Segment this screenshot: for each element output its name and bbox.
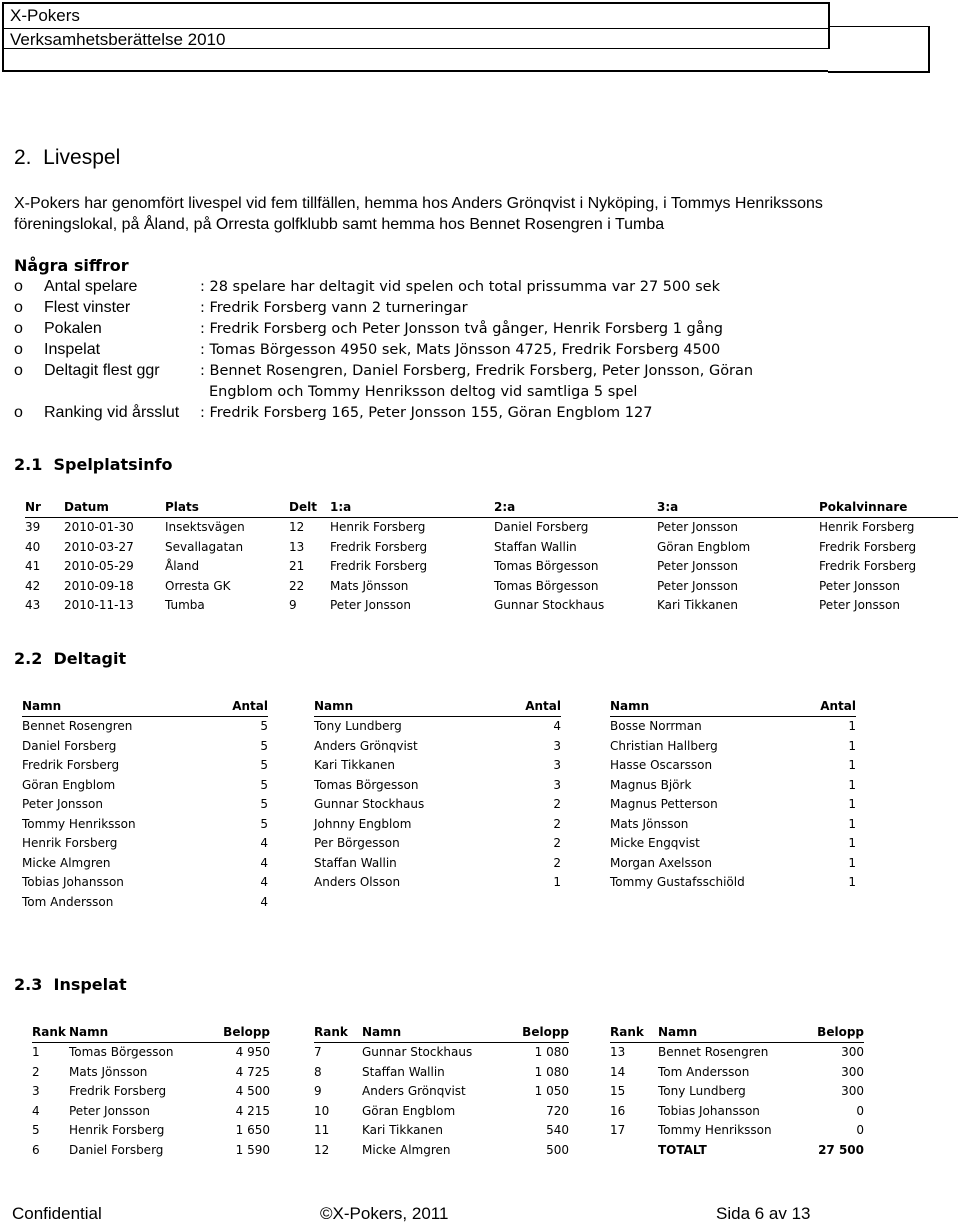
table-cell: 14 <box>610 1064 626 1079</box>
inspelat-table-3 <box>610 1022 864 1160</box>
table-cell: 4 <box>32 1103 40 1118</box>
column-header: Nr <box>25 499 41 514</box>
column-header: Namn <box>69 1024 109 1039</box>
table-cell: 2010-05-29 <box>64 559 134 574</box>
table-cell: 4 725 <box>235 1064 270 1079</box>
table-cell: 2010-09-18 <box>64 578 134 593</box>
table-cell: Magnus Björk <box>610 777 692 792</box>
table-cell: 39 <box>25 520 41 535</box>
table-row <box>314 814 561 834</box>
fact-label: Inspelat <box>44 341 101 358</box>
deltagit-table-2 <box>314 696 561 892</box>
column-header: 2:a <box>494 499 516 514</box>
table-row <box>22 892 268 912</box>
deltagit-table-1 <box>22 696 268 912</box>
table-cell: Fredrik Forsberg <box>330 539 428 554</box>
fact-label: Deltagit flest ggr <box>44 362 160 379</box>
inspelat-table-2 <box>314 1022 569 1160</box>
column-header: 1:a <box>330 499 352 514</box>
table-row <box>22 756 268 776</box>
total-label: TOTALT <box>658 1142 707 1157</box>
table-cell: 0 <box>856 1123 864 1138</box>
table-row <box>32 1121 270 1141</box>
table-cell: Gunnar Stockhaus <box>314 797 425 812</box>
table-cell: Staffan Wallin <box>362 1064 445 1079</box>
column-header: Namn <box>658 1024 698 1039</box>
table-cell: 1 <box>32 1045 40 1060</box>
table-cell: Tumba <box>165 598 205 613</box>
table-cell: Peter Jonsson <box>657 559 738 574</box>
table-cell: 2010-01-30 <box>64 520 134 535</box>
table-cell: Tommy Henriksson <box>658 1123 772 1138</box>
table-cell: 300 <box>841 1064 864 1079</box>
table-row <box>32 1062 270 1082</box>
table-cell: 1 <box>848 719 856 734</box>
column-header: Antal <box>820 698 856 713</box>
table-cell: Mats Jönsson <box>69 1064 148 1079</box>
table-cell: 43 <box>25 598 41 613</box>
footer-confidential: Confidential <box>12 1204 102 1223</box>
table-cell: 12 <box>314 1142 330 1157</box>
table-cell: 7 <box>314 1045 322 1060</box>
table-cell: Kari Tikkanen <box>362 1123 444 1138</box>
column-header: 3:a <box>657 499 679 514</box>
table-row <box>25 557 958 577</box>
table-cell: 1 080 <box>534 1064 569 1079</box>
table-row <box>314 775 561 795</box>
table-row <box>22 716 268 736</box>
table-cell: 42 <box>25 578 41 593</box>
table-row <box>314 756 561 776</box>
table-row <box>22 775 268 795</box>
table-cell: 1 050 <box>534 1084 569 1099</box>
inspelat-heading: 2.3 Inspelat <box>14 975 127 994</box>
table-cell: Tommy Gustafsschiöld <box>610 875 745 890</box>
table-header-row <box>610 1022 864 1042</box>
table-row <box>314 873 561 893</box>
table-cell: 40 <box>25 539 41 554</box>
table-row <box>610 873 856 893</box>
table-row <box>22 736 268 756</box>
table-cell: Tony Lundberg <box>314 719 402 734</box>
intro-text-line2: föreningslokal, på Åland, på Orresta golfklubb samt hemma hos Bennet Rosengren i Tumba <box>14 216 665 233</box>
table-row <box>610 1121 864 1141</box>
fact-label: Pokalen <box>44 320 102 337</box>
table-cell: Henrik Forsberg <box>330 520 426 535</box>
table-cell: Daniel Forsberg <box>494 520 589 535</box>
table-cell: Henrik Forsberg <box>22 836 118 851</box>
table-cell: 2 <box>553 855 561 870</box>
section-heading: 2. Livespel <box>14 146 121 169</box>
column-header: Delt <box>289 499 317 514</box>
table-row <box>22 795 268 815</box>
table-cell: 4 <box>260 894 268 909</box>
table-row <box>25 576 958 596</box>
table-row <box>314 1140 569 1160</box>
table-cell: Peter Jonsson <box>819 598 900 613</box>
table-cell: Sevallagatan <box>165 539 244 554</box>
table-cell: Göran Engblom <box>22 777 116 792</box>
document-title: X-Pokers <box>10 6 80 25</box>
table-row <box>610 853 856 873</box>
table-cell: Fredrik Forsberg <box>69 1084 167 1099</box>
table-cell: Micke Engqvist <box>610 836 700 851</box>
table-cell: 2 <box>553 816 561 831</box>
table-cell: Christian Hallberg <box>610 738 718 753</box>
table-cell: Bennet Rosengren <box>658 1045 769 1060</box>
footer-copyright: ©X-Pokers, 2011 <box>320 1204 449 1223</box>
column-header: Antal <box>232 698 268 713</box>
table-cell: Bennet Rosengren <box>22 719 133 734</box>
table-cell: 5 <box>260 797 268 812</box>
column-header: Belopp <box>817 1024 864 1039</box>
table-cell: 4 <box>260 875 268 890</box>
table-row <box>314 736 561 756</box>
table-cell: 5 <box>260 758 268 773</box>
column-header: Rank <box>610 1024 644 1039</box>
column-header: Namn <box>610 698 650 713</box>
table-header-row <box>314 1022 569 1042</box>
table-row <box>32 1082 270 1102</box>
table-cell: Henrik Forsberg <box>819 520 915 535</box>
table-cell: 1 <box>553 875 561 890</box>
table-cell: Per Börgesson <box>314 836 400 851</box>
table-cell: 3 <box>32 1084 40 1099</box>
table-cell: Mats Jönsson <box>330 578 409 593</box>
table-cell: 13 <box>610 1045 626 1060</box>
table-cell: Tomas Börgesson <box>69 1045 174 1060</box>
table-cell: 21 <box>289 559 305 574</box>
table-cell: 5 <box>260 777 268 792</box>
table-row <box>22 853 268 873</box>
table-cell: 1 <box>848 758 856 773</box>
table-cell: 540 <box>546 1123 569 1138</box>
table-cell: 4 500 <box>235 1084 270 1099</box>
table-row <box>32 1101 270 1121</box>
table-cell: 720 <box>546 1103 569 1118</box>
spelplats-table <box>25 497 958 615</box>
table-row <box>22 873 268 893</box>
spelplats-heading: 2.1 Spelplatsinfo <box>14 455 173 474</box>
table-cell: Tobias Johansson <box>22 875 124 890</box>
table-cell: Daniel Forsberg <box>22 738 117 753</box>
table-cell: 6 <box>32 1142 40 1157</box>
table-cell: 15 <box>610 1084 626 1099</box>
table-cell: 9 <box>289 598 297 613</box>
table-cell: Tom Andersson <box>658 1064 750 1079</box>
bullet-icon: o <box>14 299 23 316</box>
table-cell: Peter Jonsson <box>819 578 900 593</box>
table-cell: Fredrik Forsberg <box>330 559 428 574</box>
table-row <box>610 814 856 834</box>
table-cell: 5 <box>260 816 268 831</box>
table-cell: 4 215 <box>235 1103 270 1118</box>
fact-label: Ranking vid årsslut <box>44 404 180 421</box>
table-cell: Anders Grönqvist <box>314 738 418 753</box>
table-header-row <box>32 1022 270 1042</box>
table-cell: 1 <box>848 836 856 851</box>
table-cell: Göran Engblom <box>657 539 751 554</box>
table-cell: Peter Jonsson <box>330 598 411 613</box>
table-row <box>314 1062 569 1082</box>
deltagit-heading: 2.2 Deltagit <box>14 649 127 668</box>
table-cell: Göran Engblom <box>362 1103 456 1118</box>
table-row <box>314 1082 569 1102</box>
table-cell: Tomas Börgesson <box>494 578 599 593</box>
table-row <box>32 1140 270 1160</box>
table-cell: 3 <box>553 738 561 753</box>
table-cell: Tomas Börgesson <box>314 777 419 792</box>
column-header: Namn <box>22 698 62 713</box>
table-cell: 17 <box>610 1123 626 1138</box>
table-cell: Henrik Forsberg <box>69 1123 165 1138</box>
column-header: Namn <box>314 698 354 713</box>
table-header-row <box>610 696 856 716</box>
table-row <box>25 596 958 616</box>
table-cell: 2 <box>32 1064 40 1079</box>
table-row <box>610 775 856 795</box>
table-row <box>610 1062 864 1082</box>
table-cell: 9 <box>314 1084 322 1099</box>
table-cell: 500 <box>546 1142 569 1157</box>
table-cell: 300 <box>841 1084 864 1099</box>
table-cell: 2 <box>553 797 561 812</box>
table-cell: Åland <box>165 559 200 574</box>
table-row <box>314 1101 569 1121</box>
table-row <box>610 1042 864 1062</box>
fact-value: : Fredrik Forsberg och Peter Jonsson två gånger, Henrik Forsberg 1 gång <box>200 321 724 337</box>
table-cell: Peter Jonsson <box>657 578 738 593</box>
table-cell: 2010-03-27 <box>64 539 134 554</box>
table-cell: 4 <box>553 719 561 734</box>
column-header: Antal <box>525 698 561 713</box>
table-cell: 4 <box>260 855 268 870</box>
bullet-icon: o <box>14 278 23 295</box>
fact-value: : Fredrik Forsberg vann 2 turneringar <box>200 300 468 316</box>
table-cell: 1 590 <box>235 1142 270 1157</box>
table-cell: Tommy Henriksson <box>22 816 136 831</box>
table-cell: Staffan Wallin <box>314 855 397 870</box>
table-cell: Magnus Petterson <box>610 797 718 812</box>
column-header: Belopp <box>223 1024 270 1039</box>
table-cell: 22 <box>289 578 305 593</box>
table-cell: 1 080 <box>534 1045 569 1060</box>
table-cell: 2 <box>553 836 561 851</box>
table-cell: Fredrik Forsberg <box>819 559 917 574</box>
facts-list <box>0 277 960 427</box>
table-cell: Fredrik Forsberg <box>819 539 917 554</box>
table-row <box>610 834 856 854</box>
header-side-box <box>828 26 930 73</box>
fact-value: : Tomas Börgesson 4950 sek, Mats Jönsson 4725, Fredrik Forsberg 4500 <box>200 342 721 358</box>
table-cell: Tom Andersson <box>22 894 114 909</box>
table-row <box>314 834 561 854</box>
table-cell: 4 950 <box>235 1045 270 1060</box>
table-cell: Hasse Oscarsson <box>610 758 713 773</box>
table-cell: 5 <box>260 719 268 734</box>
table-cell: Staffan Wallin <box>494 539 577 554</box>
fact-value-continued: Engblom och Tommy Henriksson deltog vid samtliga 5 spel <box>209 384 638 400</box>
bullet-icon: o <box>14 320 23 337</box>
table-row <box>610 736 856 756</box>
inspelat-table-1 <box>32 1022 270 1160</box>
table-cell: 10 <box>314 1103 330 1118</box>
table-row <box>25 537 958 557</box>
table-cell: 1 <box>848 875 856 890</box>
total-value: 27 500 <box>818 1142 864 1157</box>
fact-value: : Fredrik Forsberg 165, Peter Jonsson 155, Göran Engblom 127 <box>200 405 653 421</box>
table-cell: Anders Grönqvist <box>362 1084 466 1099</box>
document-header <box>2 2 828 72</box>
table-row <box>22 814 268 834</box>
column-header: Namn <box>362 1024 402 1039</box>
column-header: Belopp <box>522 1024 569 1039</box>
column-header: Rank <box>32 1024 66 1039</box>
table-cell: Tomas Börgesson <box>494 559 599 574</box>
bullet-icon: o <box>14 341 23 358</box>
table-row <box>314 1121 569 1141</box>
table-cell: Micke Almgren <box>362 1142 451 1157</box>
table-cell: 16 <box>610 1103 626 1118</box>
table-cell: 5 <box>260 738 268 753</box>
table-cell: Insektsvägen <box>165 520 245 535</box>
table-row <box>610 716 856 736</box>
fact-value: : Bennet Rosengren, Daniel Forsberg, Fredrik Forsberg, Peter Jonsson, Göran <box>200 363 754 379</box>
table-cell: 5 <box>32 1123 40 1138</box>
table-cell: Gunnar Stockhaus <box>362 1045 473 1060</box>
table-row <box>25 517 958 537</box>
table-cell: 0 <box>856 1103 864 1118</box>
table-cell: 12 <box>289 520 305 535</box>
table-cell: 1 <box>848 797 856 812</box>
table-cell: Anders Olsson <box>314 875 401 890</box>
fact-label: Flest vinster <box>44 299 131 316</box>
table-cell: 1 <box>848 738 856 753</box>
table-row <box>314 795 561 815</box>
table-cell: Tony Lundberg <box>658 1084 746 1099</box>
table-cell: Daniel Forsberg <box>69 1142 164 1157</box>
fact-value: : 28 spelare har deltagit vid spelen och total prissumma var 27 500 sek <box>200 279 720 295</box>
bullet-icon: o <box>14 404 23 421</box>
table-row <box>610 756 856 776</box>
fact-label: Antal spelare <box>44 278 138 295</box>
table-header-row <box>25 497 958 517</box>
table-cell: 3 <box>553 777 561 792</box>
table-cell: 13 <box>289 539 305 554</box>
table-cell: Peter Jonsson <box>657 520 738 535</box>
table-row <box>314 853 561 873</box>
table-cell: 1 <box>848 855 856 870</box>
table-cell: 41 <box>25 559 41 574</box>
table-cell: 8 <box>314 1064 322 1079</box>
table-cell: Peter Jonsson <box>22 797 103 812</box>
table-row <box>610 1101 864 1121</box>
table-cell: 300 <box>841 1045 864 1060</box>
intro-text-line1: X-Pokers har genomfört livespel vid fem tillfällen, hemma hos Anders Grönqvist i Nyköping, i Tommys Henrikssons <box>14 195 823 212</box>
table-row <box>610 795 856 815</box>
document-subtitle: Verksamhetsberättelse 2010 <box>10 30 226 49</box>
table-cell: Morgan Axelsson <box>610 855 712 870</box>
table-cell: Micke Almgren <box>22 855 111 870</box>
total-row <box>610 1140 864 1160</box>
table-row <box>22 834 268 854</box>
table-row <box>314 1042 569 1062</box>
column-header: Datum <box>64 499 109 514</box>
table-cell: 1 <box>848 816 856 831</box>
table-cell: 11 <box>314 1123 330 1138</box>
table-cell: 1 650 <box>235 1123 270 1138</box>
table-cell: Kari Tikkanen <box>657 598 739 613</box>
deltagit-table-3 <box>610 696 856 892</box>
column-header: Plats <box>165 499 199 514</box>
table-header-row <box>314 696 561 716</box>
table-cell: Bosse Norrman <box>610 719 702 734</box>
table-cell: 2010-11-13 <box>64 598 134 613</box>
table-cell: Johnny Engblom <box>314 816 412 831</box>
table-row <box>32 1042 270 1062</box>
table-cell: Kari Tikkanen <box>314 758 396 773</box>
table-cell: Gunnar Stockhaus <box>494 598 605 613</box>
table-cell: Mats Jönsson <box>610 816 689 831</box>
table-cell: 1 <box>848 777 856 792</box>
table-cell: Tobias Johansson <box>658 1103 760 1118</box>
table-row <box>610 1082 864 1102</box>
column-header: Pokalvinnare <box>819 499 908 514</box>
table-cell: 3 <box>553 758 561 773</box>
column-header: Rank <box>314 1024 348 1039</box>
table-cell: Fredrik Forsberg <box>22 758 120 773</box>
table-cell: Orresta GK <box>165 578 231 593</box>
table-cell: Peter Jonsson <box>69 1103 150 1118</box>
table-row <box>314 716 561 736</box>
table-header-row <box>22 696 268 716</box>
table-cell: 4 <box>260 836 268 851</box>
facts-heading: Några siffror <box>14 256 129 275</box>
bullet-icon: o <box>14 362 23 379</box>
footer-page-number: Sida 6 av 13 <box>716 1204 811 1223</box>
